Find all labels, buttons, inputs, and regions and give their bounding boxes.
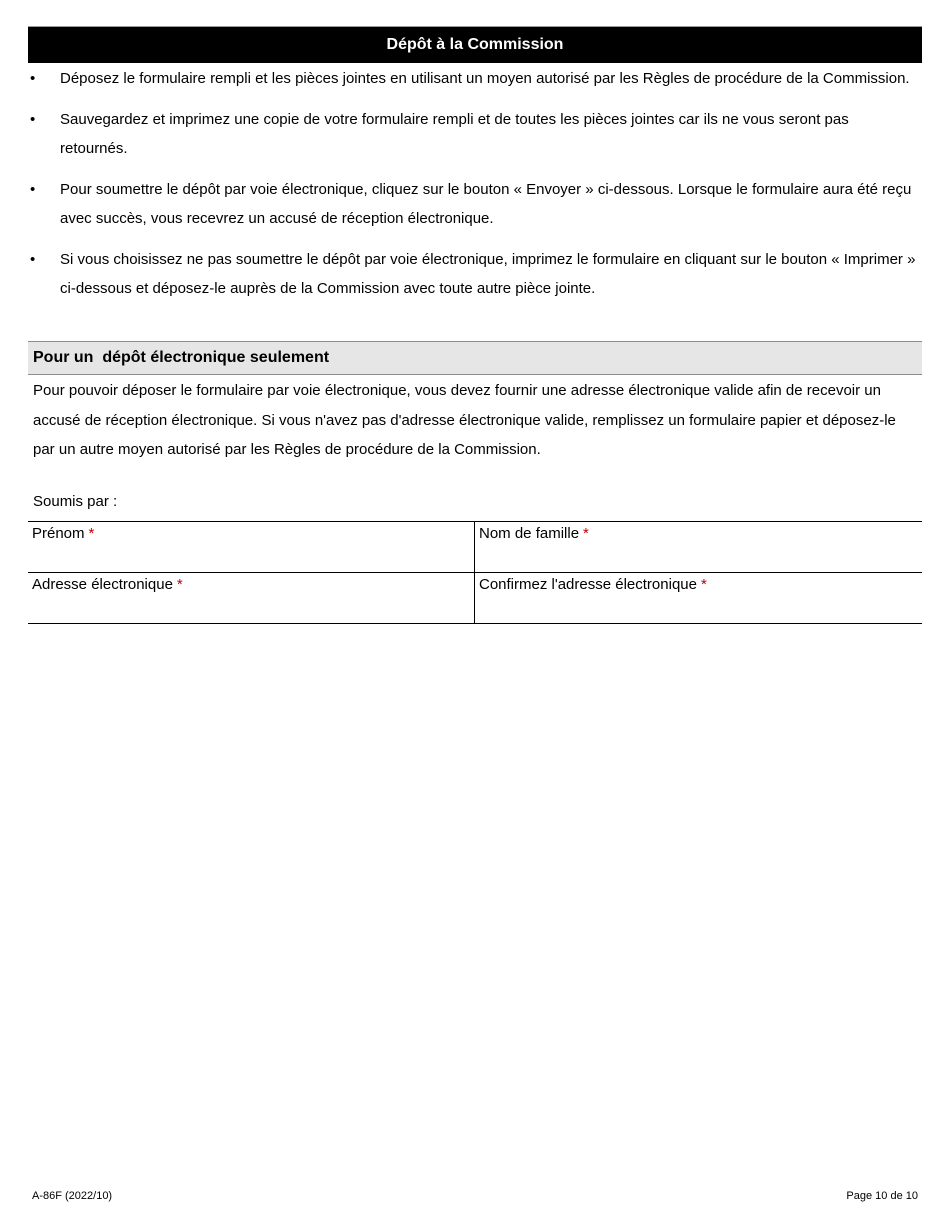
submitted-by-label: Soumis par : [33, 493, 118, 510]
electronic-filing-title: Pour un dépôt électronique seulement [33, 349, 330, 366]
required-marker: * [176, 576, 183, 593]
page-number: Page 10 de 10 [846, 1190, 918, 1202]
bullet-icon: • [30, 70, 36, 87]
section-title: Dépôt à la Commission [386, 36, 564, 53]
last-name-field[interactable] [475, 522, 922, 573]
first-name-label: Prénom [32, 525, 85, 542]
last-name-label: Nom de famille [479, 525, 580, 542]
confirm-email-label: Confirmez l'adresse électronique [479, 576, 697, 593]
submitter-fields [28, 521, 922, 624]
electronic-filing-info: Pour pouvoir déposer le formulaire par voie électronique, vous devez fournir une adresse électronique valide afin de recevoir un accusé de réception électronique. Si vous n'avez pas d'adresse électronique valide, remplissez un formulaire papier et déposez-le par un autre moyen autorisé par les Règles de procédure de la Commission. [33, 382, 896, 458]
first-name-field[interactable] [28, 522, 475, 573]
list-item [28, 64, 922, 94]
bullet-icon: • [30, 110, 36, 128]
bullet-icon: • [30, 250, 36, 268]
email-label: Adresse électronique [32, 576, 173, 593]
instructions-list [28, 62, 922, 315]
bullet-text: Pour soumettre le dépôt par voie électronique, cliquez sur le bouton « Envoyer » ci-dessous. Lorsque le formulaire aura été reçu avec succès, vous recevrez un accusé de réception électronique. [60, 180, 912, 227]
confirm-email-input[interactable] [479, 599, 916, 619]
email-field[interactable] [28, 573, 475, 624]
bullet-text: Si vous choisissez ne pas soumettre le dépôt par voie électronique, imprimez le formulaire en cliquant sur le bouton « Imprimer » ci-dessous et déposez-le auprès de la Commission avec toute autre pièce jointe. [60, 250, 916, 297]
last-name-input[interactable] [479, 548, 916, 568]
list-item [28, 105, 922, 164]
form-code: A-86F (2022/10) [32, 1190, 113, 1202]
bullet-icon: • [30, 180, 36, 198]
bullet-text: Déposez le formulaire rempli et les pièces jointes en utilisant un moyen autorisé par les Règles de procédure de la Commission. [60, 70, 910, 87]
required-marker: * [583, 525, 589, 542]
email-input[interactable] [32, 599, 468, 619]
first-name-input[interactable] [32, 548, 468, 568]
required-marker: * [700, 576, 707, 593]
required-marker: * [88, 525, 95, 542]
electronic-filing-header [28, 341, 922, 375]
section-header-filing [28, 26, 922, 63]
list-item [28, 245, 922, 304]
list-item [28, 175, 922, 234]
bullet-text: Sauvegardez et imprimez une copie de votre formulaire rempli et de toutes les pièces jointes car ils ne vous seront pas retournés. [60, 110, 849, 157]
confirm-email-field[interactable] [475, 573, 922, 624]
